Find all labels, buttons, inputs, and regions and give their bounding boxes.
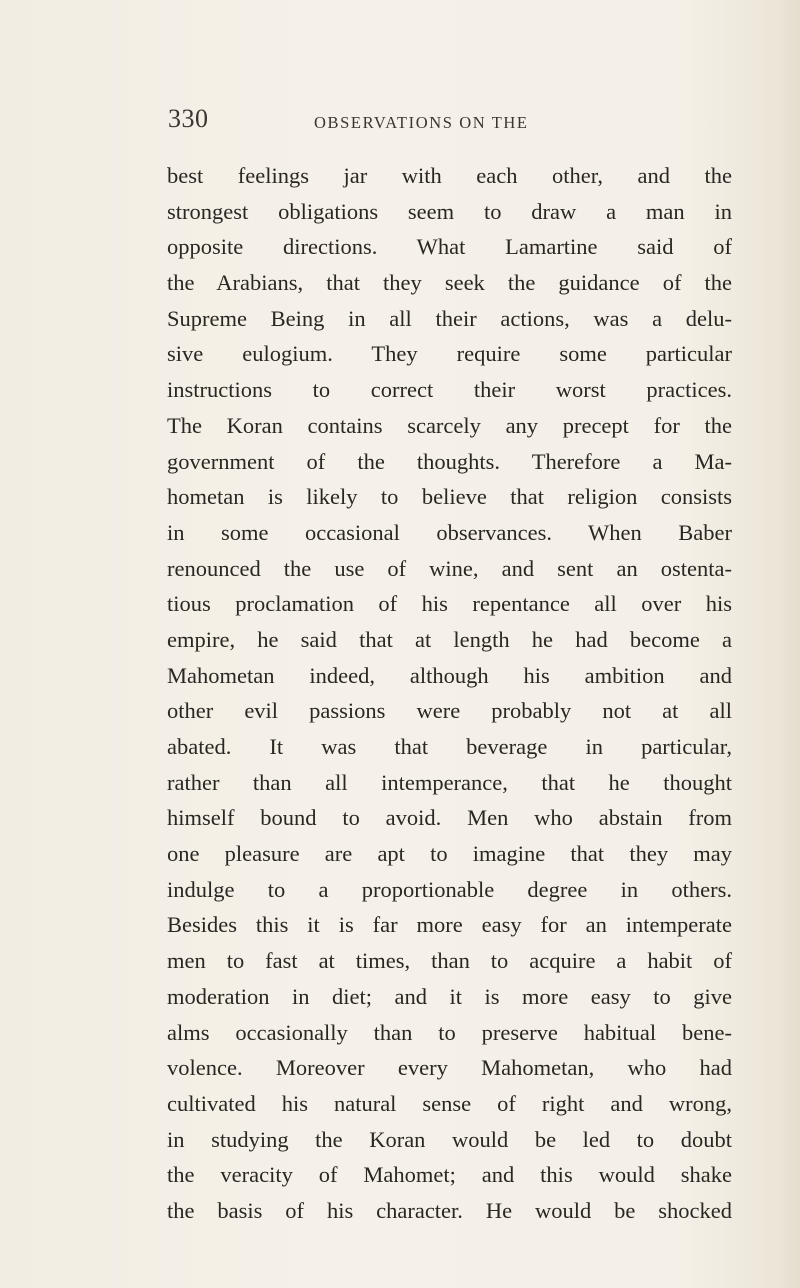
text-line: himself bound to avoid. Men who abstain from — [167, 805, 732, 831]
text-line: hometan is likely to believe that religion consists — [167, 484, 732, 510]
text-line: other evil passions were probably not at all — [167, 698, 732, 724]
text-line: best feelings jar with each other, and the — [167, 163, 732, 188]
text-line: Supreme Being in all their actions, was a delu- — [167, 305, 732, 331]
body-text — [167, 158, 732, 1229]
text-line: Besides this it is far more easy for an intemperate — [167, 912, 732, 938]
text-line: indulge to a proportionable degree in others. — [167, 876, 732, 902]
text-line: rather than all intemperance, that he thought — [167, 769, 732, 795]
text-line: government of the thoughts. Therefore a Ma- — [167, 448, 732, 474]
text-line: tious proclamation of his repentance all over his — [167, 591, 732, 617]
page-number: 330 — [168, 104, 209, 133]
text-line: sive eulogium. They require some particular — [167, 341, 732, 367]
text-line: in some occasional observances. When Baber — [167, 519, 732, 545]
text-line: strongest obligations seem to draw a man in — [167, 198, 732, 224]
text-line: moderation in diet; and it is more easy to give — [167, 983, 732, 1009]
text-line: volence. Moreover every Mahometan, who had — [167, 1055, 732, 1081]
text-line: in studying the Koran would be led to doubt — [167, 1126, 732, 1152]
text-line: one pleasure are apt to imagine that they may — [167, 841, 732, 867]
text-line: the Arabians, that they seek the guidance of the — [167, 270, 732, 296]
text-line: the basis of his character. He would be shocked — [167, 1197, 732, 1223]
text-line: opposite directions. What Lamartine said of — [167, 234, 732, 260]
text-line: The Koran contains scarcely any precept for the — [167, 412, 732, 438]
text-line: abated. It was that beverage in particular, — [167, 734, 732, 759]
text-line: the veracity of Mahomet; and this would shake — [167, 1162, 732, 1188]
text-line: alms occasionally than to preserve habitual bene- — [167, 1019, 732, 1045]
text-line: Mahometan indeed, although his ambition and — [167, 662, 732, 688]
text-line: renounced the use of wine, and sent an ostenta- — [167, 555, 732, 581]
text-line: instructions to correct their worst practices. — [167, 377, 732, 403]
text-line: men to fast at times, than to acquire a habit of — [167, 948, 732, 974]
text-line: cultivated his natural sense of right and wrong, — [167, 1090, 732, 1116]
text-line: empire, he said that at length he had become a — [167, 626, 732, 652]
running-head: OBSERVATIONS ON THE — [314, 113, 529, 132]
